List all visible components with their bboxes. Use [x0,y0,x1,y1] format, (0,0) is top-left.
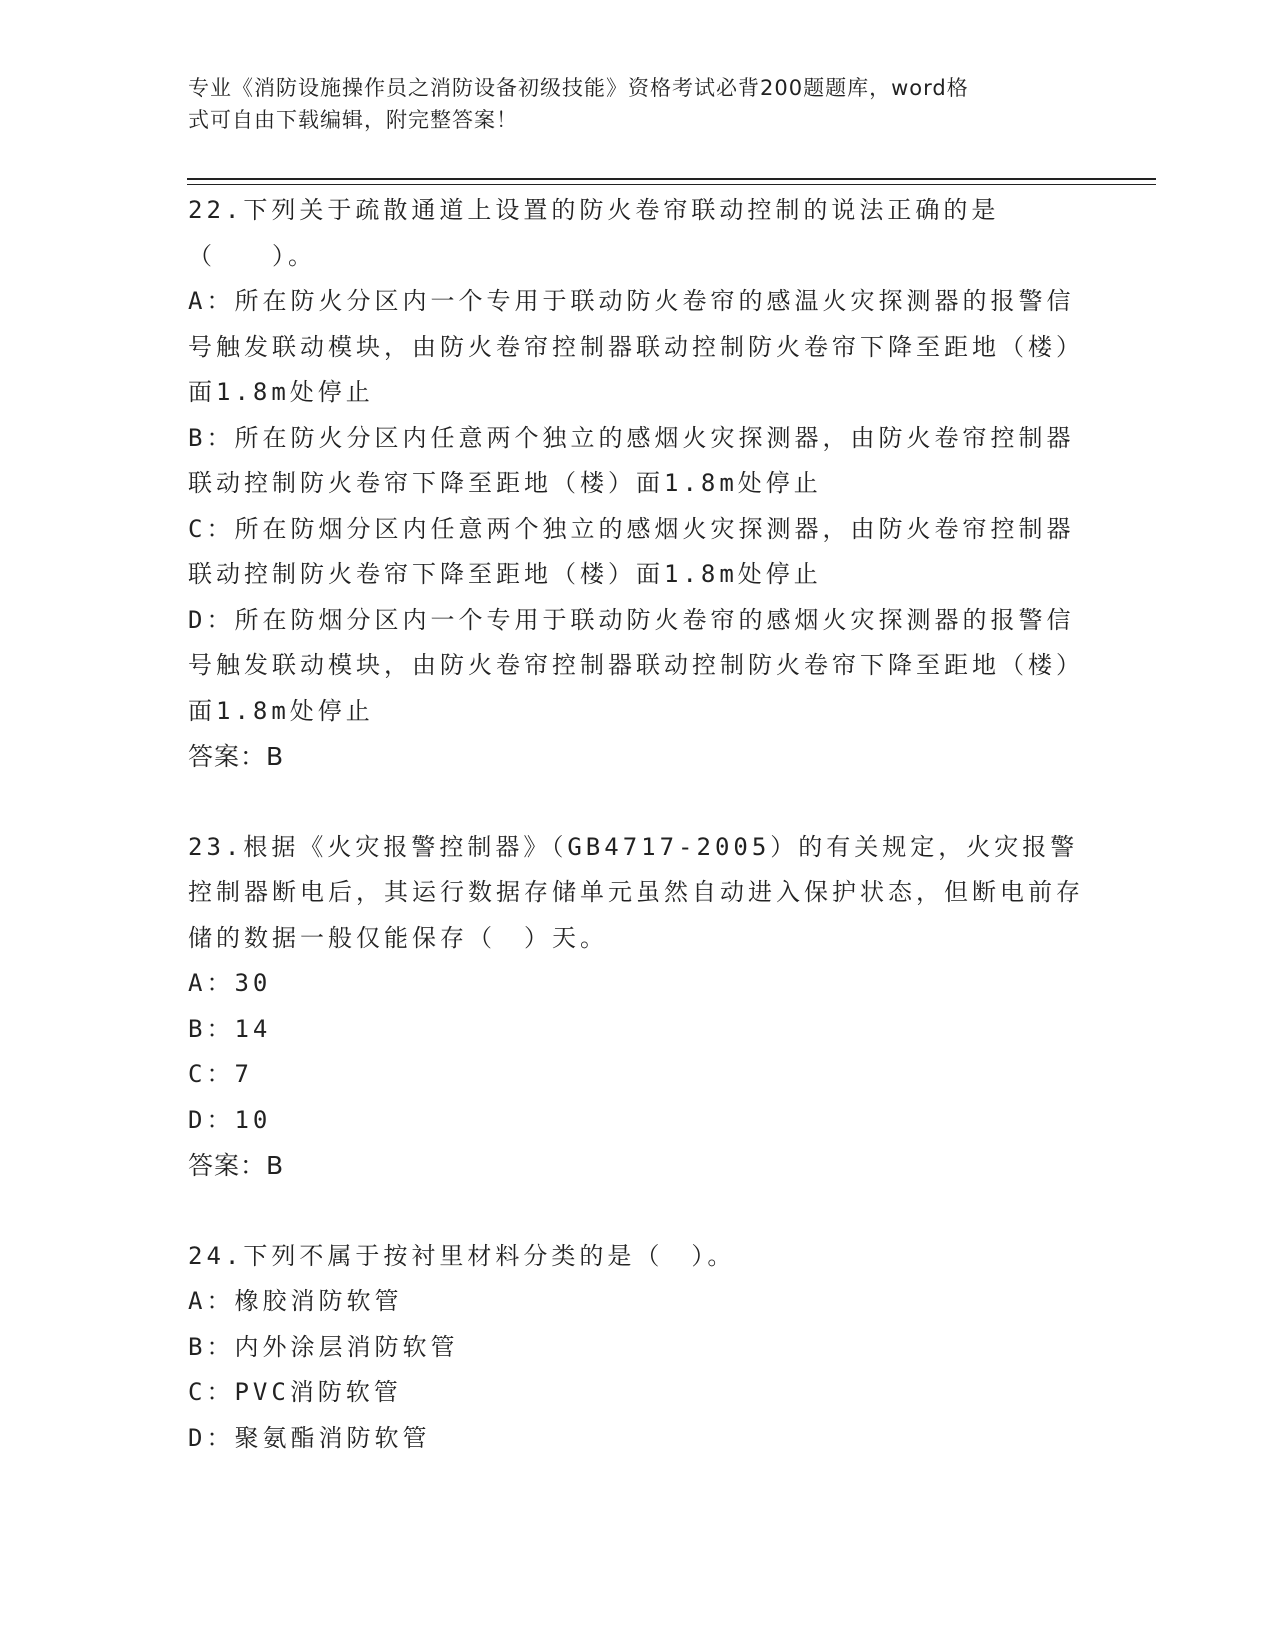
option-d: D：所在防烟分区内一个专用于联动防火卷帘的感烟火灾探测器的报警信号触发联动模块，由防火卷帘控制器联动控制防火卷帘下降至距地（楼）面1.8m处停止 [188,605,1084,725]
question-24 [188,1234,1088,1462]
option-c: C：7 [188,1060,253,1088]
header-line-2: 式可自由下载编辑，附完整答案！ [188,108,518,132]
question-list [188,188,1088,1461]
answer-line: 答案：B [188,742,285,771]
question-stem: 22.下列关于疏散通道上设置的防火卷帘联动控制的说法正确的是（ ）。 [188,196,1000,270]
document-header [188,72,1068,136]
header-line-1: 专业《消防设施操作员之消防设备初级技能》资格考试必背200题题库，word格 [188,76,969,100]
option-a: A：橡胶消防软管 [188,1287,403,1315]
option-c: C：PVC消防软管 [188,1378,402,1406]
answer-line: 答案：B [188,1151,285,1180]
header-divider-thin [187,184,1156,185]
option-b: B：所在防火分区内任意两个独立的感烟火灾探测器，由防火卷帘控制器联动控制防火卷帘下降至距地（楼）面1.8m处停止 [188,423,1075,497]
option-d: D：10 [188,1105,272,1134]
question-stem: 24.下列不属于按衬里材料分类的是（ ）。 [188,1241,736,1270]
option-b: B：内外涂层消防软管 [188,1332,459,1361]
option-c: C：所在防烟分区内任意两个独立的感烟火灾探测器，由防火卷帘控制器联动控制防火卷帘下降至距地（楼）面1.8m处停止 [188,514,1075,588]
option-a: A：所在防火分区内一个专用于联动防火卷帘的感温火灾探测器的报警信号触发联动模块，由防火卷帘控制器联动控制防火卷帘下降至距地（楼）面1.8m处停止 [188,287,1084,406]
question-23 [188,825,1088,1189]
question-22 [188,188,1088,780]
question-stem: 23.根据《火灾报警控制器》（GB4717-2005）的有关规定，火灾报警控制器断电后，其运行数据存储单元虽然自动进入保护状态，但断电前存储的数据一般仅能保存（ ）天。 [188,832,1084,952]
question-spacer [188,1189,1088,1234]
header-divider-thick [187,178,1156,180]
option-a: A：30 [188,969,272,997]
option-b: B：14 [188,1014,272,1043]
question-spacer [188,780,1088,825]
option-d: D：聚氨酯消防软管 [188,1423,431,1452]
